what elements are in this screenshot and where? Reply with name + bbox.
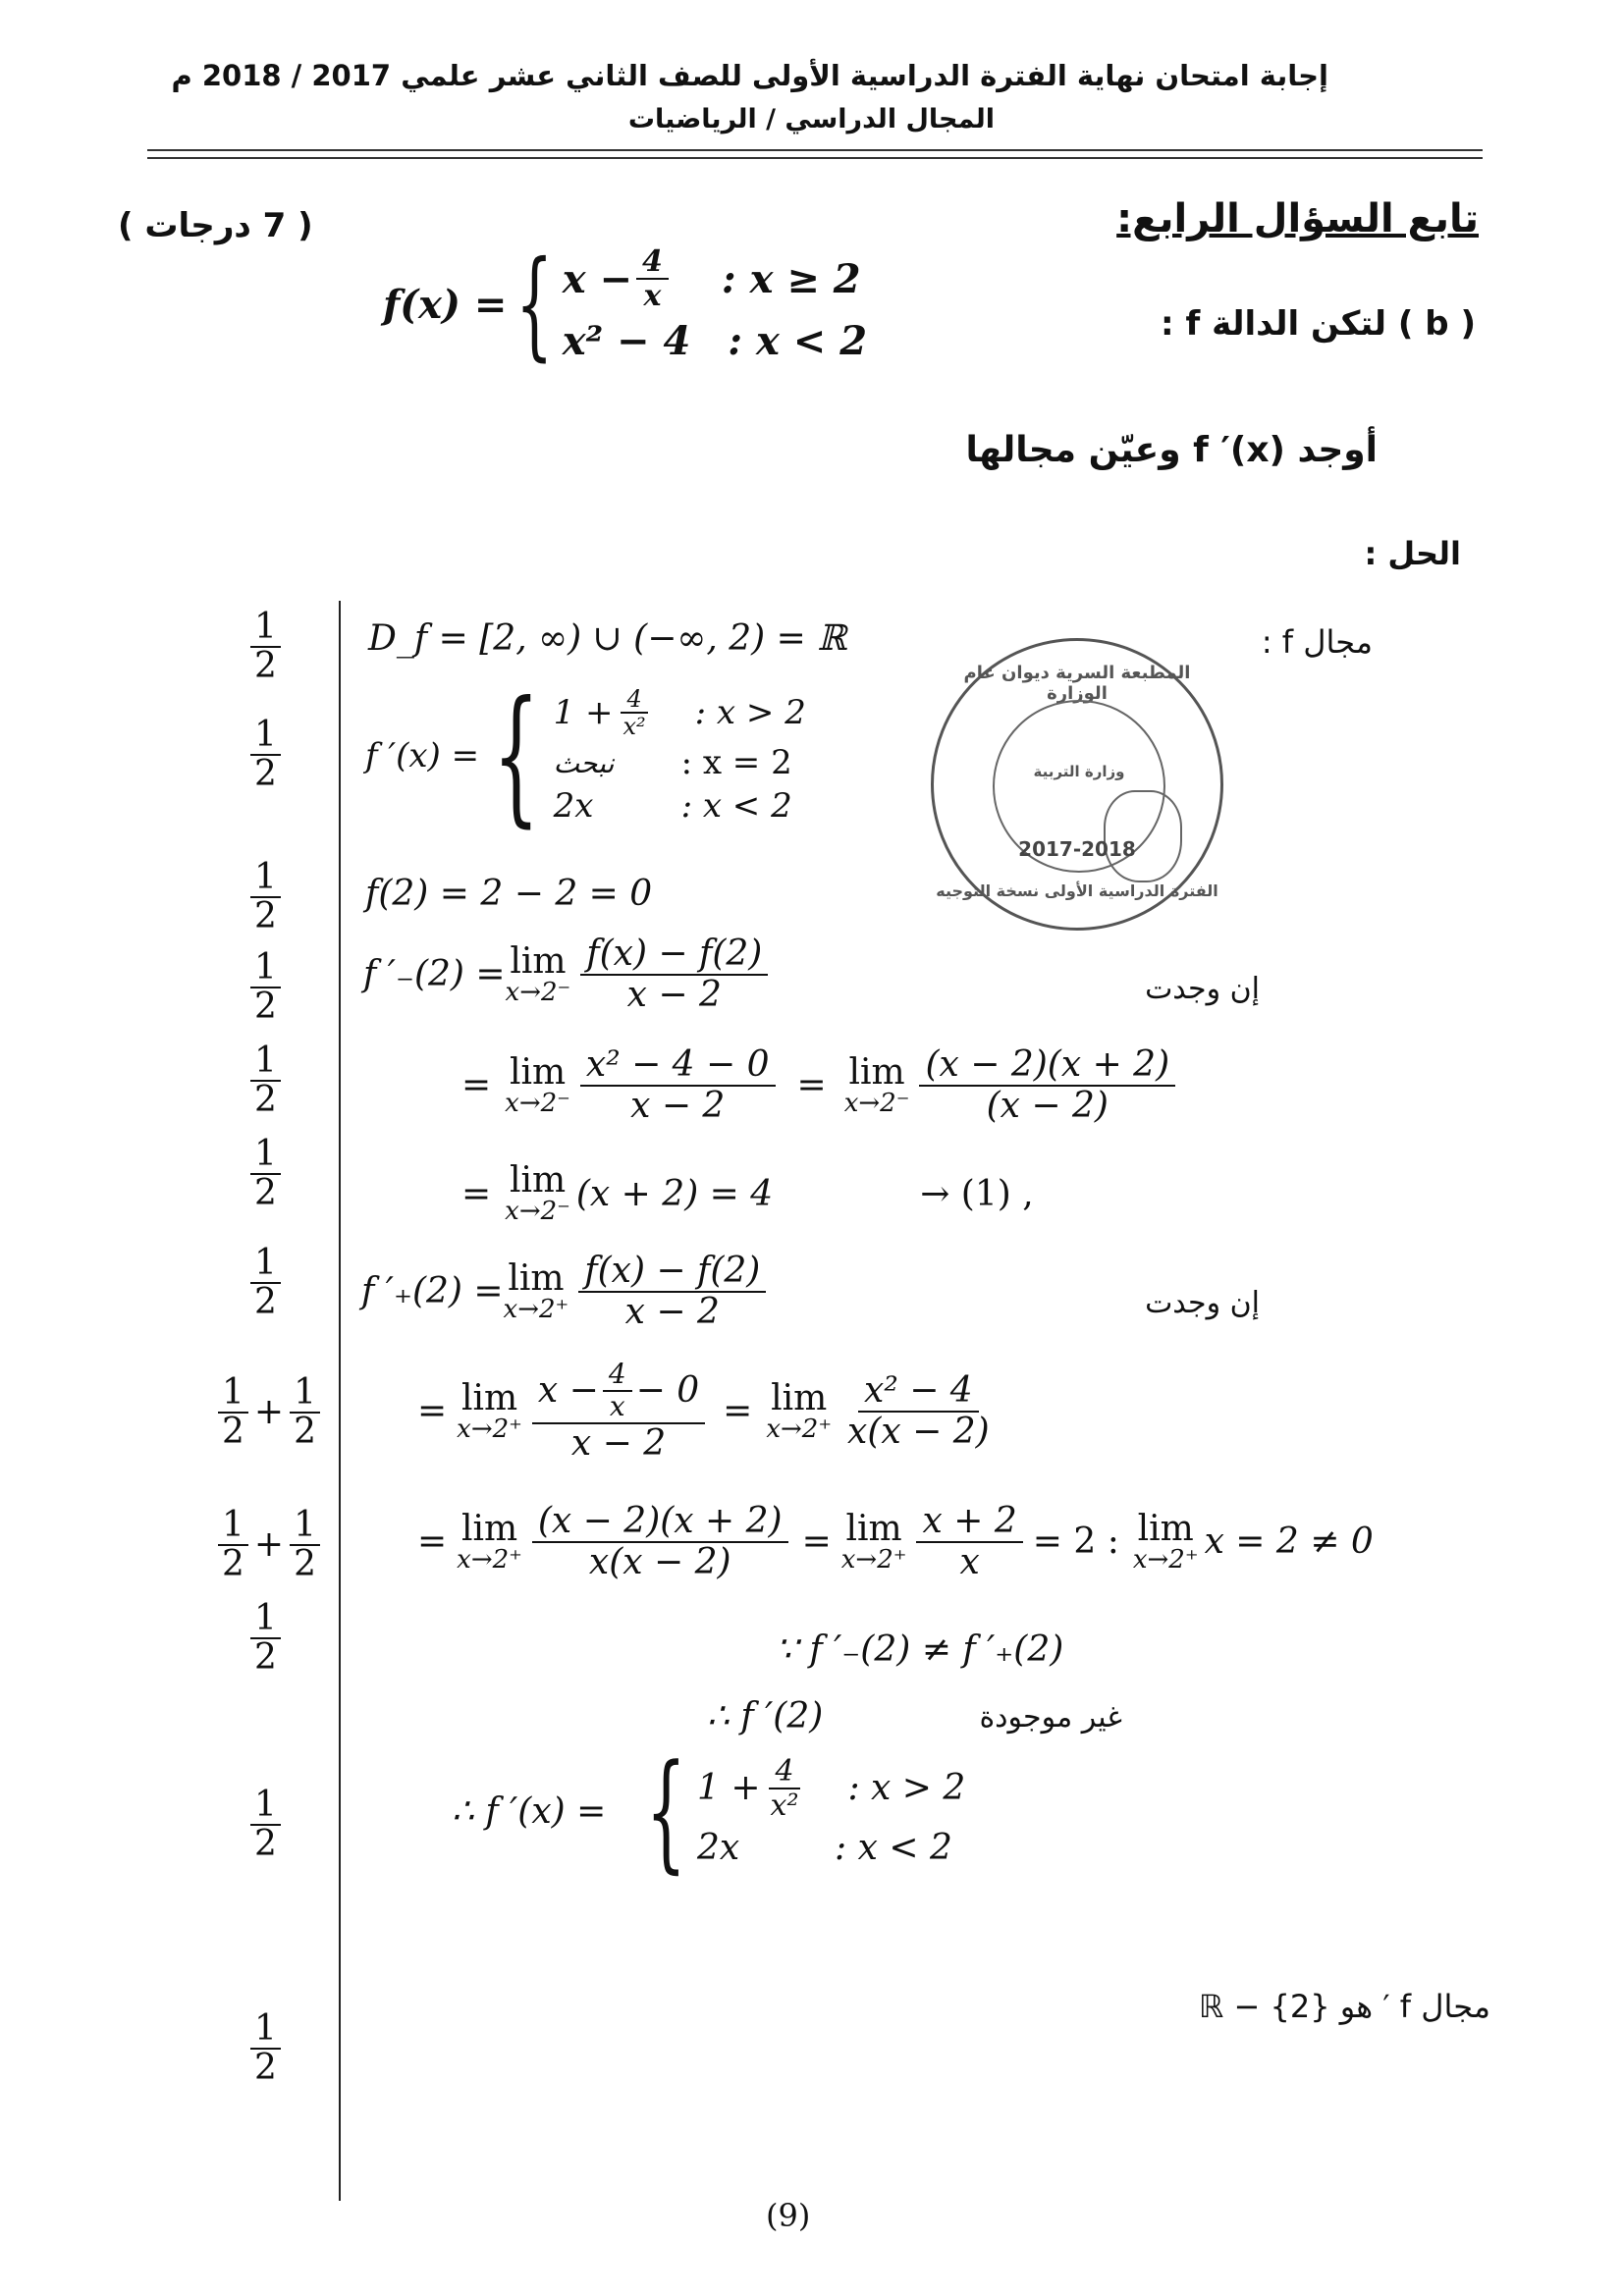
limit-left: lim x→2⁻ xyxy=(505,1160,570,1226)
right-step3-fraction: $\frac{(x - 2)(x + 2)}{x(x - 2)}$ xyxy=(532,1502,788,1581)
final-case-1: 1 + $\frac{4}{\text{x²}}$ : x > 2 xyxy=(697,1753,966,1823)
mark-half: 1 2 xyxy=(250,1787,281,1863)
question-marks: ( 7 درجات ) xyxy=(118,206,313,245)
derivative-cases xyxy=(554,686,806,827)
limit-right: lim x→2⁺ xyxy=(457,1508,522,1575)
header-divider-bottom xyxy=(147,157,1483,159)
if-exists-left: إن وجدت xyxy=(1145,972,1260,1006)
header-divider-top xyxy=(147,149,1483,151)
derivative-case1-fraction: $\frac{4}{\text{x²}}$ xyxy=(618,686,652,740)
page-number: (9) xyxy=(766,2197,811,2234)
difference-quotient: $\frac{f(x) - f(2)}{x - 2}$ xyxy=(578,1252,766,1331)
limit-right: lim x→2⁺ xyxy=(503,1257,569,1324)
mark-half-plus-half: 1 2 + $\frac{1}{2}$ xyxy=(218,1374,320,1451)
mark-half: 1 2 xyxy=(250,1600,281,1677)
stamp-year: 2017-2018 xyxy=(1018,837,1136,861)
derivative-case-3: 2x : x < 2 xyxy=(553,786,792,827)
mark-half: 1 2 xyxy=(250,609,281,685)
function-brace: { xyxy=(515,236,554,373)
question-title: تابع السؤال الرابع: xyxy=(1116,196,1479,241)
final-cases xyxy=(697,1755,965,1868)
domain-label: مجال f : xyxy=(1261,623,1373,661)
left-derivative-step2: = lim x→2⁻ $\frac{\text{x² − 4 − 0}}{x - 2}$ = lim x→2⁻ $\frac{(x - 2)(x + 2)}{(x - 2)}$ xyxy=(461,1045,1179,1125)
right-derivative-step3: = lim x→2⁺ $\frac{(x - 2)(x + 2)}{x(x - 2)}$ = lim x→2⁺ $\frac{x + 2}{x}$ = 2 : lim x→2⁺ x = 2 ≠ 0 xyxy=(417,1501,1374,1582)
function-lhs: f(x) = xyxy=(383,282,508,328)
right-step2b-fraction: $\frac{\text{x² − 4}}{x(x - 2)}$ xyxy=(847,1370,990,1452)
right-step3b-fraction: $\frac{x + 2}{x}$ xyxy=(916,1502,1022,1581)
stamp-center-text: وزارة التربية xyxy=(1033,763,1125,780)
header-subtitle: المجال الدراسي / الرياضيات xyxy=(627,104,995,134)
mark-half: 1 2 xyxy=(250,859,281,935)
stamp-top-text: المطبعة السرية ديوان عام الوزارة xyxy=(963,663,1191,704)
task-text: أوجد f ′(x) وعيّن مجالها xyxy=(965,430,1378,470)
final-case-2: 2x : x < 2 xyxy=(697,1827,952,1868)
part-label: ( b ) لتكن الدالة f : xyxy=(1161,304,1476,344)
if-exists-right: إن وجدت xyxy=(1145,1286,1260,1320)
left-derivative-step3: = lim x→2⁻ (x + 2) = 4 → (1) , xyxy=(461,1160,1034,1226)
solution-label: الحل : xyxy=(1364,535,1461,572)
derivative-piecewise: f ′(x) = { 1 + $\frac{4}{\text{x²}}$ : x > 2 نبحث : x = 2 2x : x < 2 xyxy=(365,670,806,841)
domain-statement: D_f = [2, ∞) ∪ (−∞, 2) = ℝ xyxy=(368,618,847,659)
function-case-1: x − $\frac{4}{x}$ : x ≥ 2 xyxy=(562,244,861,313)
final-brace: { xyxy=(645,1736,687,1886)
final-domain: مجال f ′ هو ℝ − {2} xyxy=(1199,1988,1490,2025)
left-step2-fraction: $\frac{\text{x² − 4 − 0}}{x - 2}$ xyxy=(580,1045,776,1125)
emblem-icon xyxy=(1104,790,1182,882)
therefore-statement: ∴ f ′(2) xyxy=(707,1696,824,1736)
final-derivative: ∴ f ′(x) = { 1 + $\frac{4}{\text{x²}}$ : x > 2 2x : x < 2 xyxy=(452,1736,966,1886)
mark-half: 1 2 xyxy=(250,2010,281,2087)
mark-half: 1 2 xyxy=(250,1136,281,1212)
derivative-case-1: 1 + $\frac{4}{\text{x²}}$ : x > 2 xyxy=(553,684,806,740)
limit-left: lim x→2⁻ xyxy=(505,1051,570,1118)
limit-left: lim x→2⁻ xyxy=(505,940,571,1007)
derivative-case-2: نبحث : x = 2 xyxy=(553,743,792,783)
limit-right: lim x→2⁺ xyxy=(840,1508,907,1575)
limit-left: lim x→2⁻ xyxy=(843,1051,910,1118)
function-definition xyxy=(383,236,868,373)
right-derivative-def: f ′₊(2) = lim x→2⁺ $\frac{f(x) - f(2)}{x - 2}$ xyxy=(361,1252,770,1331)
mark-half: 1 2 xyxy=(250,717,281,793)
limit-right: lim x→2⁺ xyxy=(457,1377,522,1444)
mark-half: 1 2 xyxy=(250,949,281,1026)
mark-half: 1 2 xyxy=(250,1245,281,1321)
header-title: إجابة امتحان نهاية الفترة الدراسية الأولى للصف الثاني عشر علمي 2017 / 2018 م xyxy=(171,59,1328,92)
function-case-2: x² − 4 : x < 2 xyxy=(562,318,868,364)
limit-right: lim x→2⁺ xyxy=(766,1377,833,1444)
official-stamp xyxy=(931,638,1223,931)
function-case1-fraction: $\frac{4}{x}$ xyxy=(636,245,669,312)
mark-half: 1 2 xyxy=(250,1042,281,1119)
f-of-2: f(2) = 2 − 2 = 0 xyxy=(365,874,653,914)
difference-quotient: $\frac{f(x) - f(2)}{x - 2}$ xyxy=(580,934,768,1014)
right-step2-fraction: x − $\frac{4}{x}$ − 0 x − 2 xyxy=(532,1360,705,1463)
mark-half-plus-half: 1 2 + $\frac{1}{2}$ xyxy=(218,1507,320,1583)
derivative-brace: { xyxy=(492,670,540,841)
because-statement: ∵ f ′₋(2) ≠ f ′₊(2) xyxy=(776,1629,1064,1670)
left-step2b-fraction: $\frac{(x - 2)(x + 2)}{(x - 2)}$ xyxy=(919,1045,1175,1125)
marks-separator xyxy=(339,601,341,2201)
not-exist-text: غير موجودة xyxy=(979,1700,1122,1735)
stamp-bottom-text: الفترة الدراسية الأولى نسخة التوجيه xyxy=(936,881,1218,900)
right-derivative-step2: = lim x→2⁺ x − $\frac{4}{x}$ − 0 x − 2 = lim x→2⁺ $\frac{\text{x² − 4}}{x(x - 2)}$ xyxy=(417,1360,1000,1463)
function-cases xyxy=(563,245,867,364)
left-derivative-def: f ′₋(2) = lim x→2⁻ $\frac{f(x) - f(2)}{x - 2}$ xyxy=(363,934,772,1014)
limit-right: lim x→2⁺ xyxy=(1132,1508,1199,1575)
